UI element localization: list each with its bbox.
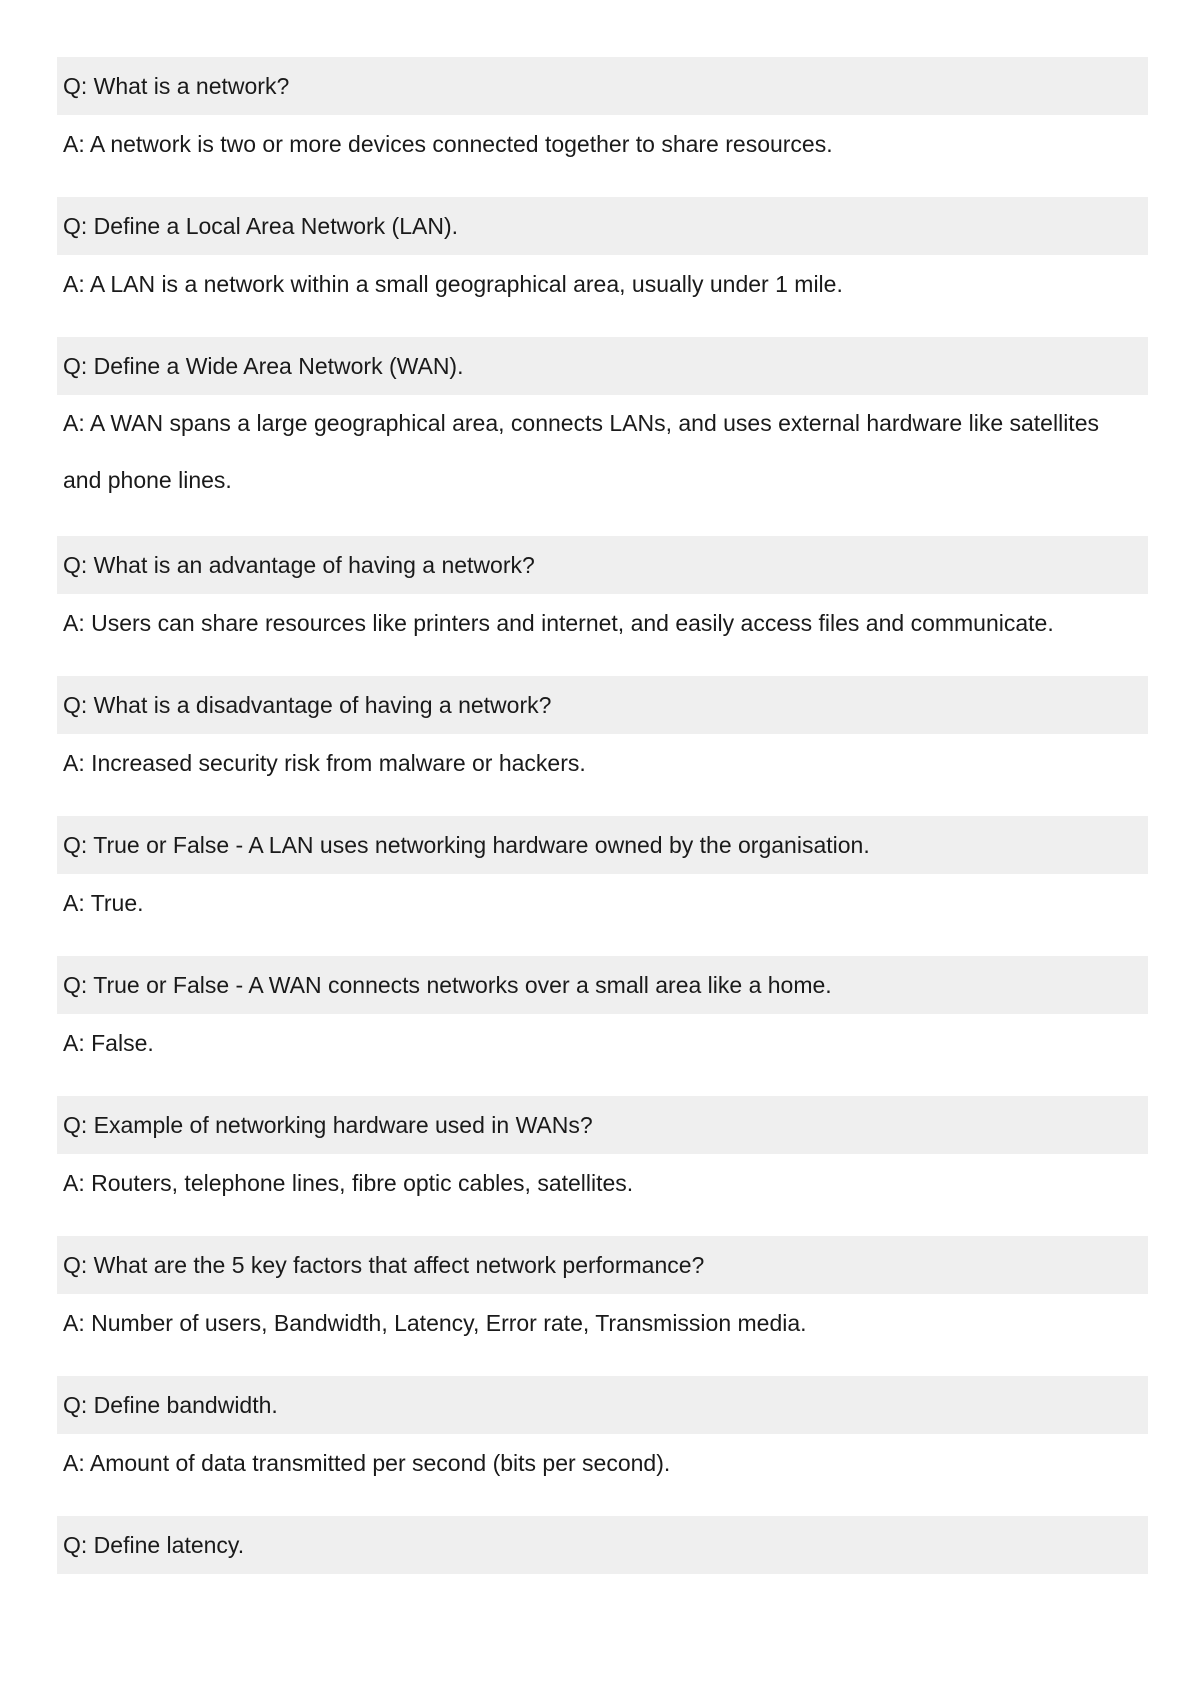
answer-text: A: Amount of data transmitted per second (bits per second). [63,1450,671,1476]
answer-text: A: Users can share resources like printers and internet, and easily access files and communicate. [63,610,1054,636]
question-text: Q: What is a network? [57,57,1148,115]
answer-text: A: Number of users, Bandwidth, Latency, Error rate, Transmission media. [63,1310,807,1336]
answer-text: A: True. [63,890,144,916]
qa-item [57,1376,1148,1489]
qa-item [57,676,1148,789]
question-text: Q: Example of networking hardware used in WANs? [57,1096,1148,1154]
qa-item [57,536,1148,649]
qa-item [57,1096,1148,1209]
qa-item [57,956,1148,1069]
question-text: Q: What is a disadvantage of having a network? [57,676,1148,734]
qa-item [57,1516,1148,1574]
question-text: Q: Define a Wide Area Network (WAN). [57,337,1148,395]
qa-item [57,57,1148,170]
answer-text: A: A LAN is a network within a small geographical area, usually under 1 mile. [63,271,843,297]
answer-text: A: Routers, telephone lines, fibre optic cables, satellites. [63,1170,634,1196]
qa-item [57,197,1148,310]
qa-item [57,1236,1148,1349]
answer-text: A: False. [63,1030,154,1056]
qa-item [57,816,1148,929]
question-text: Q: Define a Local Area Network (LAN). [57,197,1148,255]
question-text: Q: True or False - A WAN connects networks over a small area like a home. [57,956,1148,1014]
question-text: Q: What is an advantage of having a network? [57,536,1148,594]
question-text: Q: True or False - A LAN uses networking hardware owned by the organisation. [57,816,1148,874]
question-text: Q: What are the 5 key factors that affect network performance? [57,1236,1148,1294]
answer-text: A: Increased security risk from malware or hackers. [63,750,586,776]
question-text: Q: Define latency. [57,1516,1148,1574]
answer-text: A: A network is two or more devices connected together to share resources. [63,131,833,157]
qa-item [57,337,1148,509]
answer-text: A: A WAN spans a large geographical area, connects LANs, and uses external hardware like satellites and phone lines. [63,410,1099,493]
question-text: Q: Define bandwidth. [57,1376,1148,1434]
